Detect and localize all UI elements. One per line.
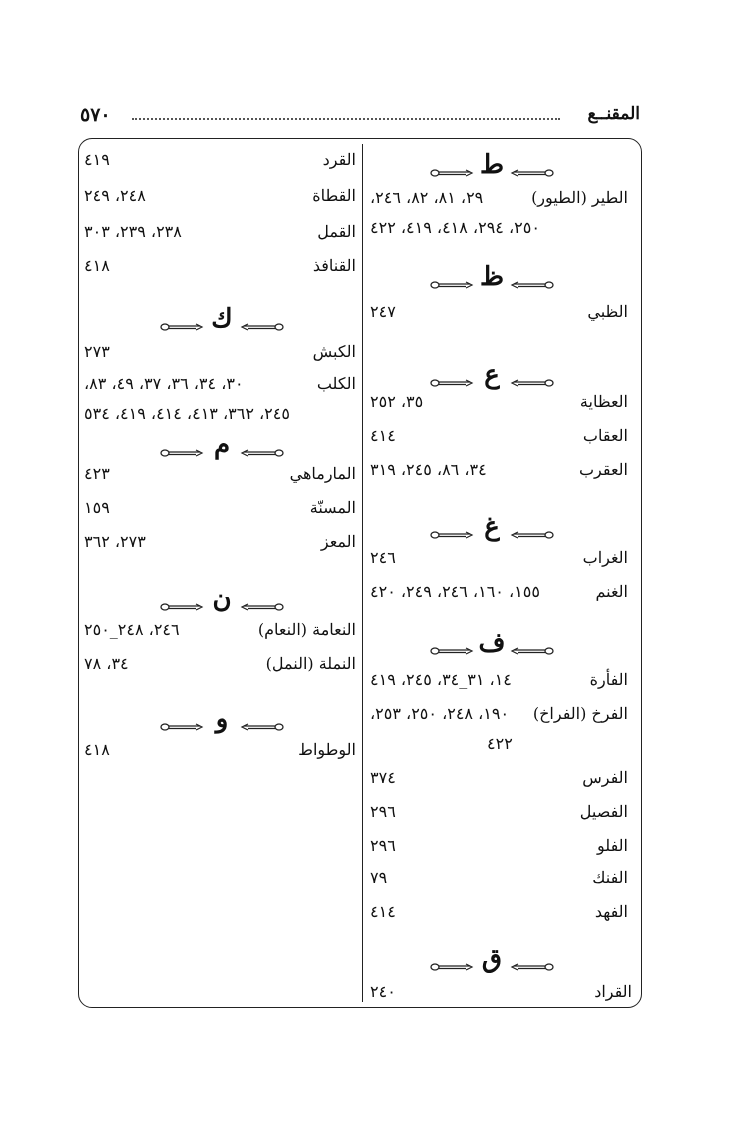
entry-pages: ٢٤٨، ٢٤٩ <box>84 186 146 205</box>
ornament-icon <box>430 957 474 967</box>
index-entry <box>84 530 356 554</box>
index-entry <box>370 186 628 210</box>
index-entry <box>84 652 356 676</box>
index-entry <box>84 184 356 208</box>
entry-term: الغراب <box>582 548 628 567</box>
section-header-kaf <box>160 304 284 334</box>
section-letter: ظ <box>479 262 505 292</box>
section-letter: م <box>213 430 231 460</box>
index-entry <box>84 340 356 364</box>
ornament-icon <box>510 373 554 383</box>
entry-term: الطير (الطيور) <box>531 188 628 207</box>
entry-pages: ٢٤٧ <box>370 302 396 321</box>
entry-term: الفنك <box>592 868 628 887</box>
ornament-icon <box>430 163 474 173</box>
entry-pages: ١٩٠، ٢٤٨، ٢٥٠، ٢٥٣، <box>370 704 510 723</box>
entry-pages: ٤١٨ <box>84 740 110 759</box>
section-header-mim <box>160 430 284 460</box>
entry-term: العقرب <box>578 460 628 479</box>
section-letter: ك <box>211 304 233 334</box>
entry-pages: ٣٥، ٢٥٢ <box>370 392 424 411</box>
entry-term: الفصيل <box>579 802 628 821</box>
entry-pages: ٢٩٦ <box>370 836 396 855</box>
ornament-icon <box>430 373 474 383</box>
entry-pages: ٤٢٣ <box>84 464 110 483</box>
entry-pages: ٤١٩ <box>84 150 110 169</box>
entry-term: الفرس <box>582 768 628 787</box>
ornament-icon <box>240 597 284 607</box>
entry-term: الفهد <box>594 902 628 921</box>
index-entry <box>84 496 356 520</box>
ornament-icon <box>160 317 204 327</box>
entry-term: القمل <box>317 222 356 241</box>
index-entry <box>370 980 632 1004</box>
index-entry <box>84 254 356 278</box>
entry-pages: ٢٧٣ <box>84 342 110 361</box>
running-title: المقنــع <box>587 104 640 124</box>
ornament-icon <box>160 597 204 607</box>
entry-term: المارماهي <box>289 464 356 483</box>
entry-pages: ٤١٤ <box>370 902 396 921</box>
entry-term: الوطواط <box>298 740 356 759</box>
index-entry <box>370 866 628 890</box>
ornament-icon <box>240 317 284 327</box>
section-header-ain <box>430 360 554 390</box>
page-header <box>80 100 640 130</box>
section-header-nun <box>160 584 284 614</box>
section-header-ta <box>430 150 554 180</box>
index-entry <box>84 738 356 762</box>
section-letter: غ <box>484 512 500 542</box>
ornament-icon <box>160 717 204 727</box>
index-entry <box>84 618 356 642</box>
ornament-icon <box>510 525 554 535</box>
entry-term: المعز <box>320 532 356 551</box>
ornament-icon <box>510 275 554 285</box>
entry-term: الغنم <box>595 582 628 601</box>
entry-term: النعامة (النعام) <box>257 620 356 639</box>
index-entry <box>370 458 628 482</box>
ornament-icon <box>430 641 474 651</box>
entry-pages: ١٤، ٣١_٣٤، ٢٤٥، ٤١٩ <box>370 670 512 689</box>
section-header-fa <box>430 628 554 658</box>
dotted-leader <box>132 118 560 120</box>
entry-pages: ٢٣٨، ٢٣٩، ٣٠٣ <box>84 222 182 241</box>
entry-term: الفرخ (الفراخ) <box>532 704 628 723</box>
index-entry <box>370 390 628 414</box>
entry-pages-continued: ٢٥٠، ٢٩٤، ٤١٨، ٤١٩، ٤٢٢ <box>370 218 540 237</box>
entry-term: المسنّة <box>309 498 356 517</box>
entry-pages: ٢٩٦ <box>370 802 396 821</box>
entry-pages: ٢٤٠ <box>370 982 396 1001</box>
index-entry <box>370 546 628 570</box>
entry-pages: ٣٤، ٧٨ <box>84 654 129 673</box>
entry-pages: ٤١٨ <box>84 256 110 275</box>
ornament-icon <box>510 957 554 967</box>
entry-term: القطاة <box>312 186 356 205</box>
entry-pages: ١٥٥، ١٦٠، ٢٤٦، ٢٤٩، ٤٢٠ <box>370 582 540 601</box>
section-letter: ع <box>484 360 500 390</box>
section-letter: ف <box>478 628 506 658</box>
section-letter: ط <box>479 150 505 180</box>
index-entry <box>370 300 628 324</box>
index-entry <box>84 372 356 396</box>
section-header-qaf <box>430 944 554 974</box>
entry-pages: ٢٤٦، ٢٤٨_٢٥٠ <box>84 620 180 639</box>
entry-term: القرد <box>322 150 356 169</box>
ornament-icon <box>510 163 554 173</box>
entry-pages: ٢٧٣، ٣٦٢ <box>84 532 146 551</box>
section-letter: و <box>215 704 229 734</box>
entry-term: القنافذ <box>312 256 356 275</box>
entry-pages: ٣٧٤ <box>370 768 396 787</box>
section-header-za <box>430 262 554 292</box>
page-number: ٥٧٠ <box>80 104 111 126</box>
entry-term: القراد <box>594 982 632 1001</box>
entry-term: العظاية <box>579 392 628 411</box>
section-header-waw <box>160 704 284 734</box>
section-letter: ق <box>481 944 503 974</box>
entry-pages: ٤١٤ <box>370 426 396 445</box>
entry-term: الكلب <box>316 374 356 393</box>
entry-term: الظبي <box>587 302 628 321</box>
ornament-icon <box>510 641 554 651</box>
entry-term: العقاب <box>582 426 628 445</box>
entry-pages-continued: ٢٤٥، ٣٦٢، ٤١٣، ٤١٤، ٤١٩، ٥٣٤ <box>84 404 290 423</box>
entry-pages: ٣٠، ٣٤، ٣٦، ٣٧، ٤٩، ٨٣، <box>84 374 244 393</box>
ornament-icon <box>160 443 204 453</box>
index-entry <box>370 900 628 924</box>
index-entry <box>370 702 628 726</box>
ornament-icon <box>240 443 284 453</box>
section-letter: ن <box>212 584 232 614</box>
section-header-ghain <box>430 512 554 542</box>
index-entry <box>370 424 628 448</box>
entry-pages: ١٥٩ <box>84 498 110 517</box>
index-entry <box>84 148 356 172</box>
entry-pages: ٢٤٦ <box>370 548 396 567</box>
index-entry <box>370 800 628 824</box>
entry-pages: ٣٤، ٨٦، ٢٤٥، ٣١٩ <box>370 460 487 479</box>
entry-term: الفلو <box>597 836 628 855</box>
entry-pages-continued: ٤٢٢ <box>487 734 513 753</box>
index-entry <box>370 668 628 692</box>
ornament-icon <box>240 717 284 727</box>
index-entry <box>370 834 628 858</box>
ornament-icon <box>430 525 474 535</box>
index-entry <box>370 766 628 790</box>
entry-term: الفأرة <box>589 670 628 689</box>
index-entry <box>84 220 356 244</box>
index-entry <box>370 580 628 604</box>
ornament-icon <box>430 275 474 285</box>
column-divider <box>362 144 363 1002</box>
entry-pages: ٢٩، ٨١، ٨٢، ٢٤٦، <box>370 188 484 207</box>
entry-term: النملة (النمل) <box>265 654 356 673</box>
entry-term: الكبش <box>312 342 356 361</box>
index-entry <box>84 462 356 486</box>
entry-pages: ٧٩ <box>370 868 388 887</box>
